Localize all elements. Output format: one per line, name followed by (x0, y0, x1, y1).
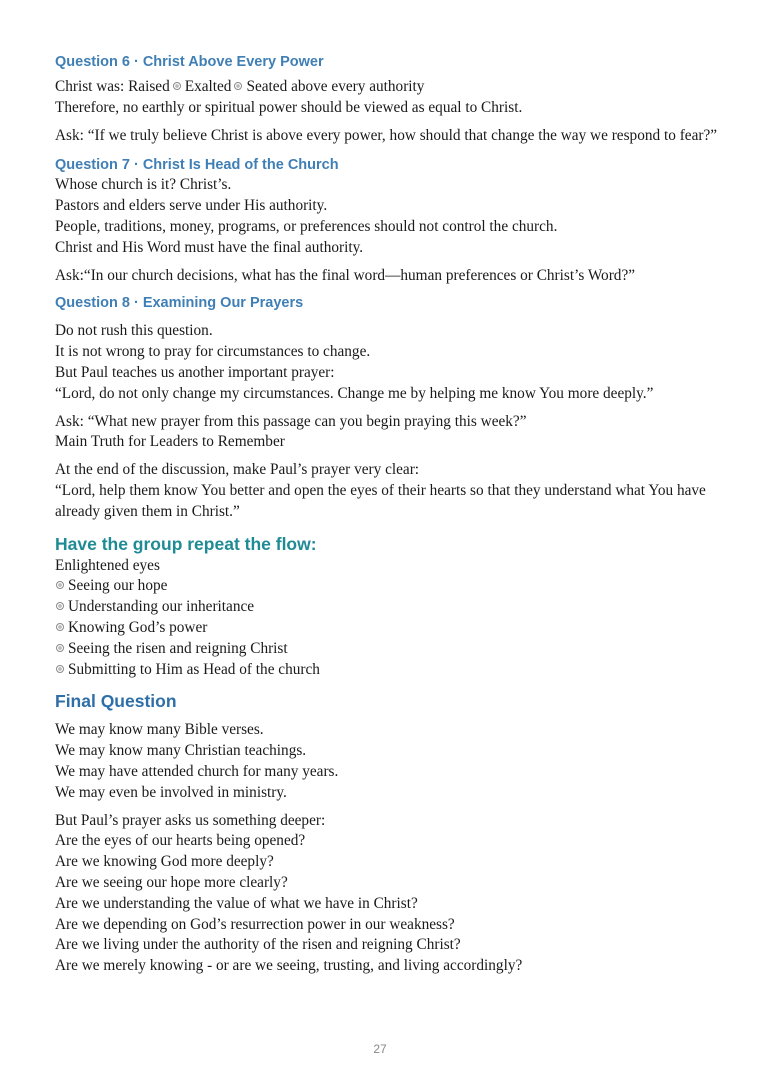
text-line: Are we understanding the value of what we have in Christ? (55, 894, 418, 912)
ask-text: Ask:“In our church decisions, what has the final word—human preferences or Christ’s Word?” (55, 266, 636, 284)
text-line: Pastors and elders serve under His authority. (55, 197, 328, 215)
christ-was-line (55, 77, 735, 98)
page-content (55, 52, 735, 977)
bullet-icon (56, 644, 64, 652)
final-block-1 (55, 720, 735, 803)
text-line: Are we merely knowing - or are we seeing, trusting, and living accordingly? (55, 957, 523, 975)
bullet-icon (56, 581, 64, 589)
list-item-text: Seeing the risen and reigning Christ (68, 639, 288, 657)
list-item (55, 597, 735, 618)
end-prayer: “Lord, help them know You better and open the eyes of their hearts so that they understand what You have already given them in Christ.” (55, 481, 706, 520)
page-number: 27 (373, 1042, 387, 1056)
step-exalted: Exalted (184, 78, 232, 95)
question-8-body (55, 321, 735, 404)
text-line: Are we knowing God more deeply? (55, 853, 274, 871)
list-item (55, 639, 735, 660)
question-6-ask (55, 126, 735, 147)
text-line: We may know many Bible verses. (55, 721, 264, 739)
text-line: Christ and His Word must have the final authority. (55, 238, 364, 256)
list-item-text: Seeing our hope (68, 577, 168, 595)
list-item-text: Knowing God’s power (68, 618, 208, 636)
list-item-text: Understanding our inheritance (68, 598, 255, 616)
main-truth-line: Main Truth for Leaders to Remember (55, 433, 285, 451)
final-block-2 (55, 811, 735, 977)
ask-text: Ask: “If we truly believe Christ is above every power, how should that change the way we respond to fear?” (55, 126, 718, 144)
text-line: We may even be involved in ministry. (55, 783, 287, 801)
flow-heading: Have the group repeat the flow: (55, 533, 317, 554)
step-seated: Seated above every authority (246, 78, 425, 95)
bullet-icon (56, 623, 64, 631)
bullet-icon (56, 665, 64, 673)
closing-prayer (55, 460, 735, 522)
ask-text: Ask: “What new prayer from this passage can you begin praying this week?” (55, 412, 527, 430)
text-line: It is not wrong to pray for circumstances to change. (55, 343, 371, 361)
question-6-body (55, 77, 735, 119)
text-line: Are we depending on God’s resurrection power in our weakness? (55, 915, 455, 933)
end-intro: At the end of the discussion, make Paul’s prayer very clear: (55, 461, 420, 479)
bullet-icon (56, 602, 64, 610)
question-8-heading: Question 8 · Examining Our Prayers (55, 295, 304, 312)
text-line: Do not rush this question. (55, 322, 213, 340)
question-8-ask (55, 412, 735, 454)
text-line: People, traditions, money, programs, or preferences should not control the church. (55, 217, 558, 235)
text-line: We may have attended church for many years. (55, 762, 339, 780)
text-line: Whose church is it? Christ’s. (55, 176, 232, 194)
flow-first: Enlightened eyes (55, 556, 160, 574)
bullet-icon (173, 82, 181, 90)
text-line: We may know many Christian teachings. (55, 742, 307, 760)
text-line: “Lord, do not only change my circumstances. Change me by helping me know You more deeply.” (55, 384, 654, 402)
flow-list (55, 556, 735, 681)
question-7-heading: Question 7 · Christ Is Head of the Church (55, 157, 339, 174)
list-item (55, 576, 735, 597)
question-6-heading: Question 6 · Christ Above Every Power (55, 54, 324, 70)
text-line: But Paul teaches us another important prayer: (55, 363, 335, 381)
christ-was-intro: Christ was: (55, 78, 125, 95)
text-line: Are we seeing our hope more clearly? (55, 873, 288, 891)
text-line: Are we living under the authority of the risen and reigning Christ? (55, 936, 461, 954)
text-line: But Paul’s prayer asks us something deeper: (55, 811, 326, 829)
question-7-ask (55, 266, 735, 287)
step-raised: Raised (128, 78, 170, 95)
question-7-body (55, 175, 735, 258)
text-line: Are the eyes of our hearts being opened? (55, 832, 306, 850)
list-item-text: Submitting to Him as Head of the church (68, 660, 320, 678)
list-item (55, 618, 735, 639)
bullet-icon (234, 82, 242, 90)
list-item (55, 660, 735, 681)
final-question-heading: Final Question (55, 691, 177, 712)
therefore-line: Therefore, no earthly or spiritual power should be viewed as equal to Christ. (55, 98, 523, 116)
